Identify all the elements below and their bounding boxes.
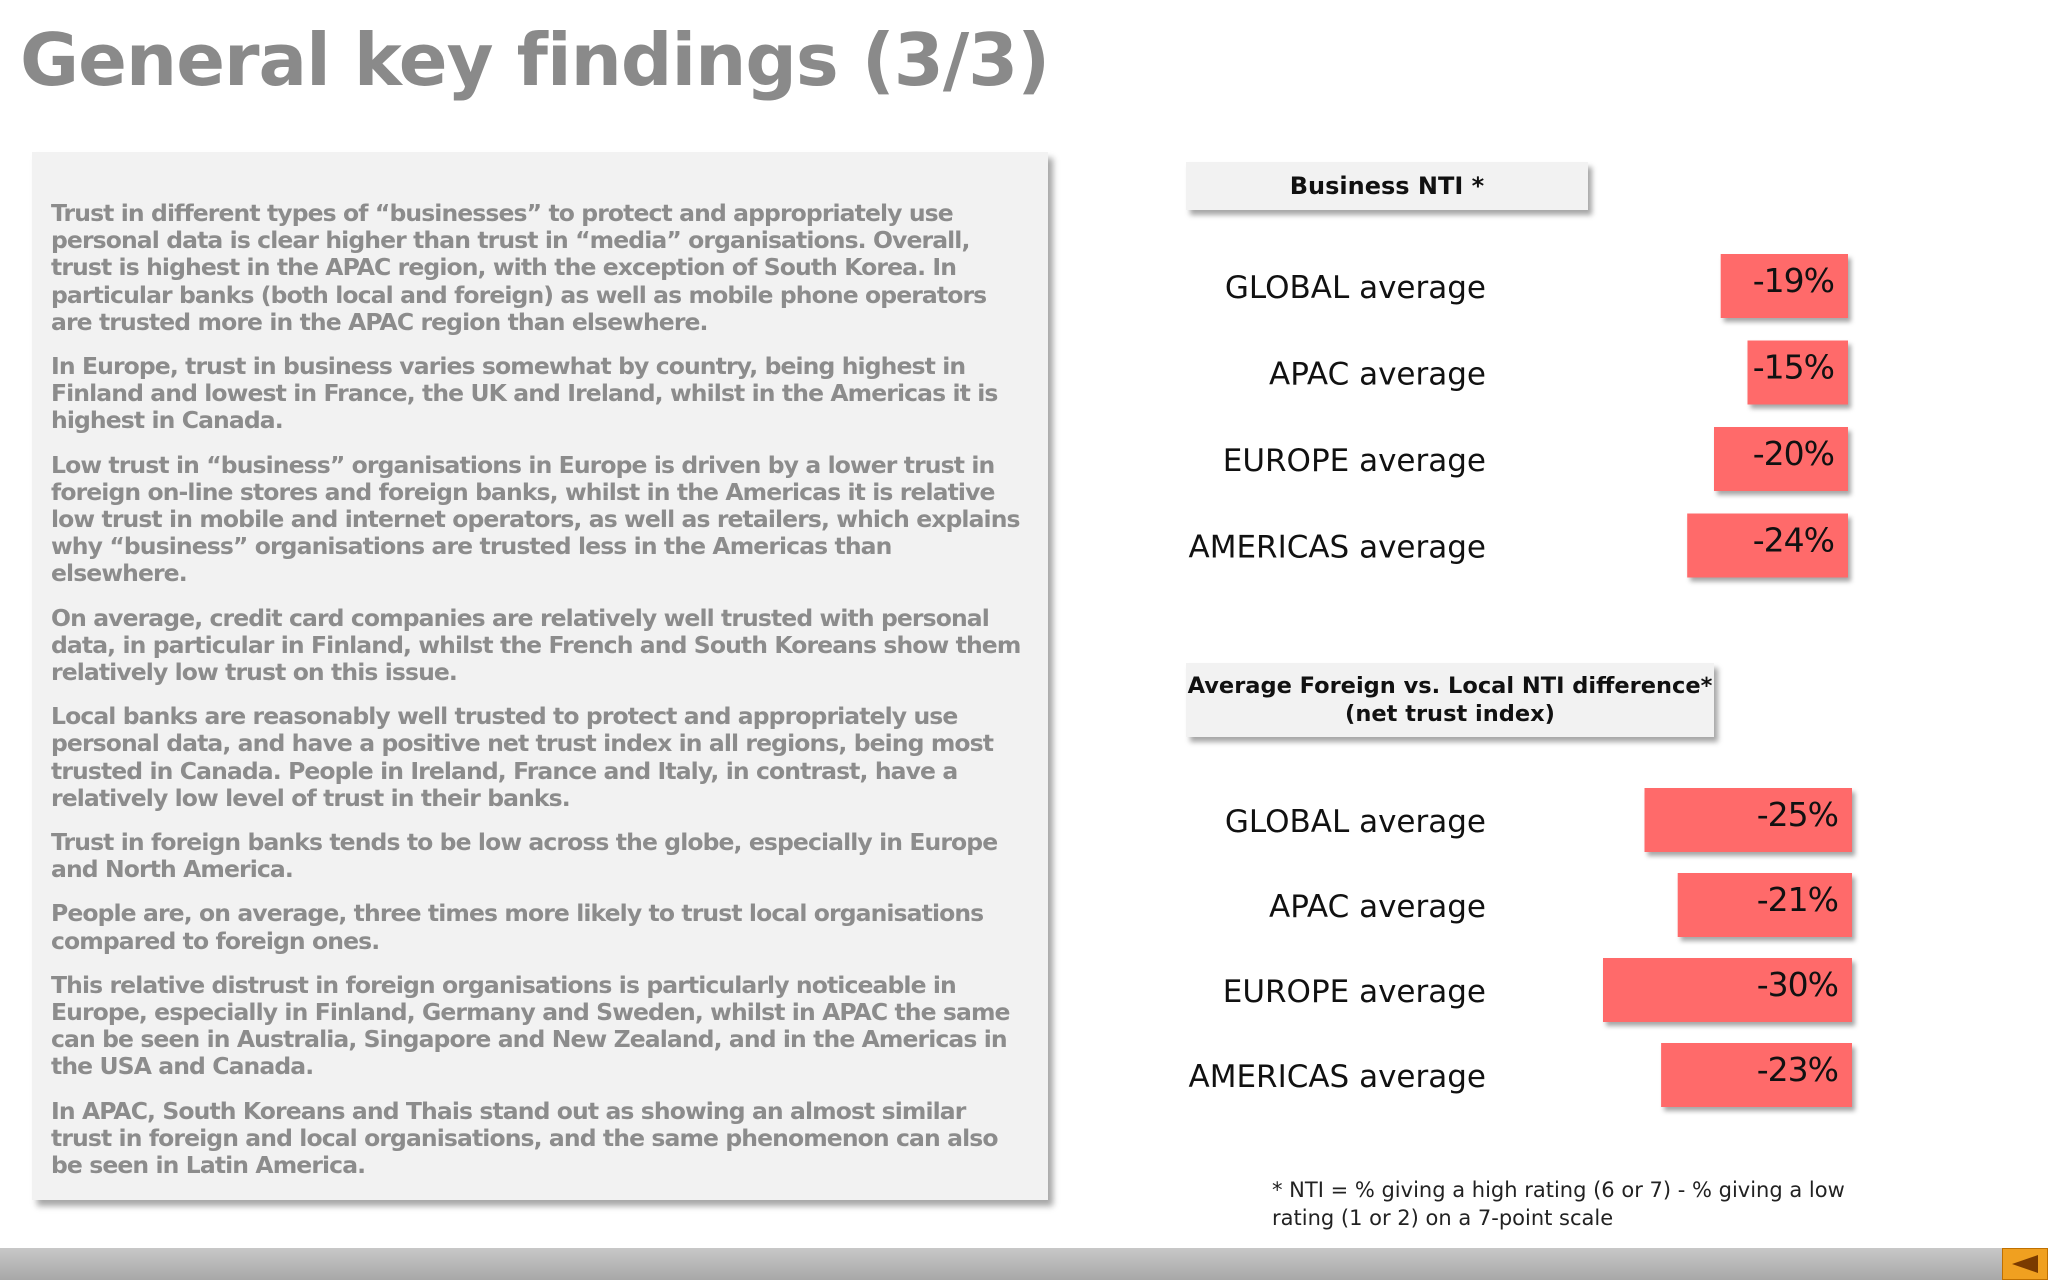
category-label-americas-average: AMERICAS average <box>1188 1059 1486 1095</box>
chart-subtitle-text: (net trust index) <box>1345 701 1555 727</box>
value-label-global-average: -25% <box>1756 795 1838 834</box>
chart-title-text: Business NTI * <box>1289 172 1485 200</box>
category-label-apac-average: APAC average <box>1269 889 1486 925</box>
findings-panel <box>32 152 1048 1200</box>
nti-footnote: * NTI = % giving a high rating (6 or 7) - % giving a low rating (1 or 2) on a 7-point scale <box>1272 1178 1845 1230</box>
foreign-local-nti-chart <box>1180 660 1880 1120</box>
business-nti-chart <box>1180 160 1880 590</box>
business-nti-bars <box>1180 160 1880 590</box>
value-label-americas-average: -23% <box>1756 1050 1838 1089</box>
value-label-apac-average: -15% <box>1752 347 1834 387</box>
foreign-local-nti-bars <box>1180 660 1880 1120</box>
category-label-global-average: GLOBAL average <box>1224 804 1486 840</box>
category-label-apac-average: APAC average <box>1269 356 1486 393</box>
finding-paragraph: People are, on average, three times more likely to trust local organisations compared to foreign ones. <box>51 899 984 955</box>
value-label-americas-average: -24% <box>1752 520 1834 560</box>
finding-paragraph: Local banks are reasonably well trusted to protect and appropriately use personal data, and have a positive net trust index in all regions, being most trusted in Canada. People in Ireland, France and Italy, in contrast, have a relatively low level of trust in their banks. <box>51 702 994 812</box>
finding-paragraph: Low trust in “business” organisations in Europe is driven by a lower trust in foreign on-line stores and foreign banks, whilst in the Americas it is relative low trust in mobile and internet operators, as well as retailers, which explains why “business” organisations are trusted less in the Americas than elsewhere. <box>51 450 1020 588</box>
finding-paragraph: On average, credit card companies are relatively well trusted with personal data, in particular in Finland, whilst the French and South Koreans show them relatively low trust on this issue. <box>51 603 1021 687</box>
finding-paragraph: In Europe, trust in business varies somewhat by country, being highest in Finland and lowest in France, the UK and Ireland, whilst in the Americas it is highest in Canada. <box>51 352 998 435</box>
chart-title-text: Average Foreign vs. Local NTI difference* <box>1187 673 1713 699</box>
page-title: General key findings (3/3) <box>20 18 1050 102</box>
value-label-europe-average: -20% <box>1752 434 1834 473</box>
bottom-bar <box>0 1248 2048 1280</box>
category-label-americas-average: AMERICAS average <box>1188 529 1486 566</box>
value-label-apac-average: -21% <box>1756 880 1838 919</box>
value-label-europe-average: -30% <box>1756 965 1838 1004</box>
finding-paragraph: Trust in different types of “businesses” to protect and appropriately use personal data is clear higher than trust in “media” organisations. Overall, trust is highest in the APAC region, with the exception of South Korea. In particular banks (both local and foreign) as well as mobile phone operators are trusted more in the APAC region than elsewhere. <box>51 199 987 336</box>
category-label-europe-average: EUROPE average <box>1222 443 1486 479</box>
value-label-global-average: -19% <box>1752 261 1834 300</box>
nav-back-button[interactable] <box>2002 1248 2048 1280</box>
finding-paragraph: In APAC, South Koreans and Thais stand out as showing an almost similar trust in foreign and local organisations, and the same phenomenon can also be seen in Latin America. <box>51 1096 998 1180</box>
triangle-left-icon <box>2010 1253 2040 1275</box>
finding-paragraph: Trust in foreign banks tends to be low across the globe, especially in Europe and North America. <box>51 828 998 884</box>
finding-paragraph: This relative distrust in foreign organisations is particularly noticeable in Europe, especially in Finland, Germany and Sweden, whilst in APAC the same can be seen in Australia, Singapore and New Zealand, and in the Americas in the USA and Canada. <box>51 970 1010 1081</box>
category-label-global-average: GLOBAL average <box>1224 270 1486 306</box>
category-label-europe-average: EUROPE average <box>1222 974 1486 1010</box>
